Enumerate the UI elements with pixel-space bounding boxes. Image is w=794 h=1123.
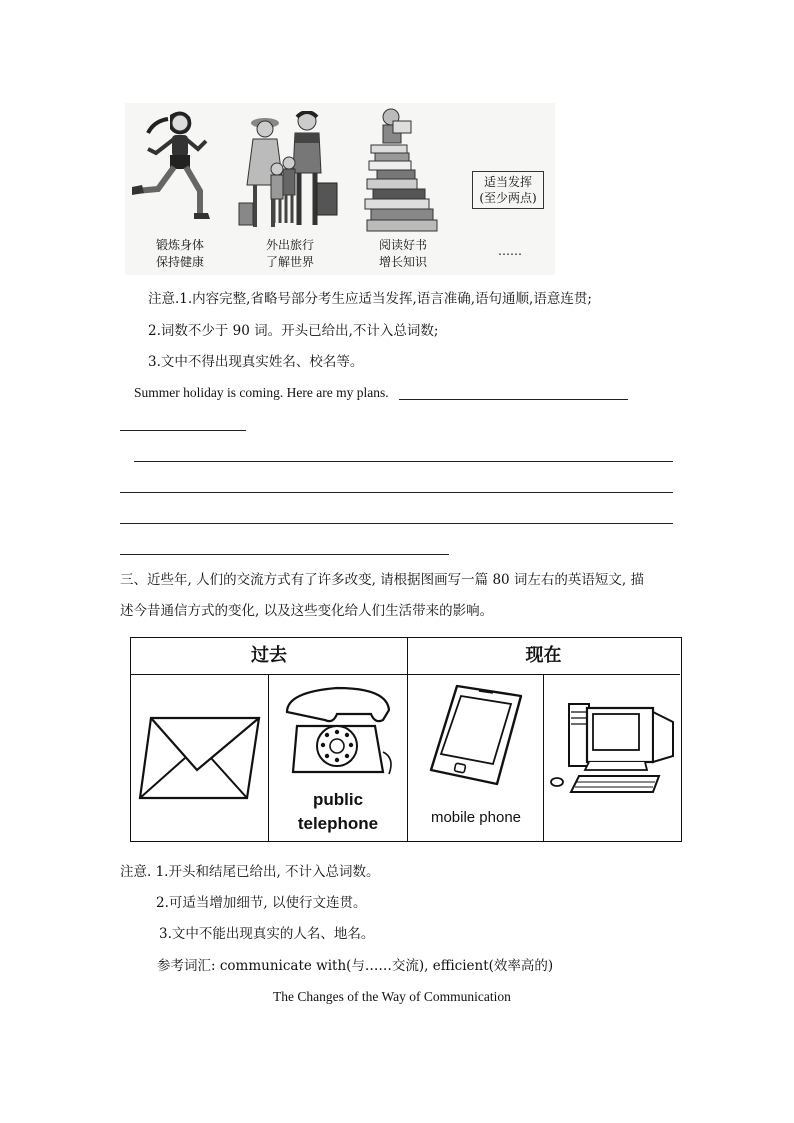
extra-points-box: 适当发挥 (至少两点) (472, 171, 544, 209)
essay-title: The Changes of the Way of Communication (273, 989, 511, 1004)
writing-line[interactable] (134, 461, 673, 462)
illustration-strip (125, 103, 555, 275)
writing-line[interactable] (399, 399, 628, 400)
table-divider (543, 674, 544, 841)
running-girl-icon (130, 105, 220, 235)
header-past: 过去 (251, 645, 287, 666)
reading-books-icon (363, 107, 443, 233)
ellipsis: …… (498, 244, 522, 258)
activity-caption-3: 阅读好书 增长知识 (378, 238, 427, 269)
writing-line[interactable] (120, 523, 673, 524)
telephone-label: public telephone (297, 790, 379, 833)
envelope-icon (137, 712, 263, 804)
section-3-prompt-line-2: 述今昔通信方式的变化, 以及这些变化给人们生活带来的影响。 (120, 603, 494, 619)
table-divider (407, 638, 408, 841)
section-3-prompt-line-1: 三、近些年, 人们的交流方式有了许多改变, 请根据图画写一篇 80 词左右的英语短文, 描 (120, 572, 645, 588)
note-1-item-2: 2.词数不少于 90 词。开头已给出,不计入总词数; (148, 323, 439, 339)
writing-line[interactable] (120, 554, 449, 555)
note-2-item-4: 参考词汇: communicate with(与……交流), efficient(效率高的) (157, 958, 554, 974)
desktop-computer-icon (549, 700, 677, 800)
writing-line[interactable] (120, 430, 246, 431)
header-now: 现在 (525, 645, 562, 666)
writing-line[interactable] (120, 492, 673, 493)
activity-caption-1: 锻炼身体 保持健康 (155, 238, 204, 269)
telephone-icon (279, 682, 397, 782)
note-2-item-2: 2.可适当增加细节, 以使行文连贯。 (156, 895, 367, 911)
mobile-phone-icon (427, 682, 527, 788)
note-1-item-3: 3.文中不得出现真实姓名、校名等。 (148, 354, 364, 370)
table-divider (131, 674, 680, 675)
table-divider (268, 674, 269, 841)
note-2-item-1: 注意. 1.开头和结尾已给出, 不计入总词数。 (120, 864, 380, 880)
activity-caption-2: 外出旅行 了解世界 (265, 238, 314, 269)
note-1-item-1: 注意.1.内容完整,省略号部分考生应适当发挥,语言准确,语句通顺,语意连贯; (148, 291, 592, 307)
note-2-item-3: 3.文中不能出现真实的人名、地名。 (159, 926, 375, 942)
communication-table (130, 637, 682, 842)
mobile-phone-label: mobile phone (430, 809, 522, 826)
opening-sentence: Summer holiday is coming. Here are my plans. (134, 385, 389, 400)
family-travel-icon (237, 111, 342, 235)
